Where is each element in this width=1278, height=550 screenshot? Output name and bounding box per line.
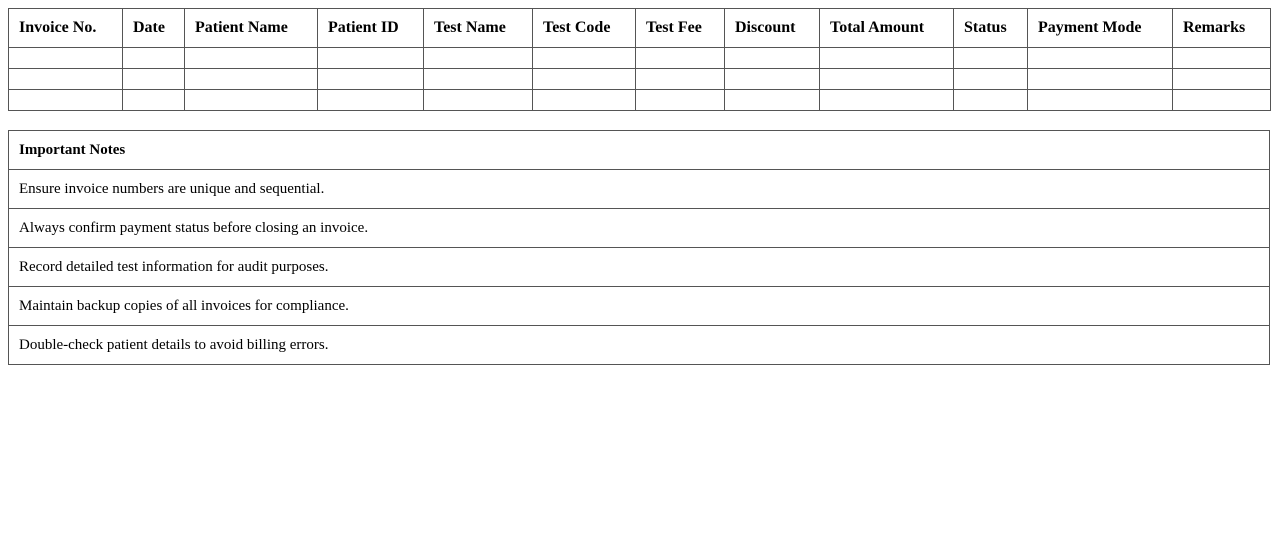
invoice-header-row <box>9 9 1271 48</box>
column-header-patient-name: Patient Name <box>185 9 318 48</box>
table-cell <box>1028 69 1173 90</box>
table-cell <box>185 48 318 69</box>
note-item: Always confirm payment status before closing an invoice. <box>9 209 1270 248</box>
table-cell <box>9 90 123 111</box>
notes-header-row <box>9 131 1270 170</box>
table-cell <box>533 90 636 111</box>
table-cell <box>424 90 533 111</box>
table-cell <box>123 48 185 69</box>
table-row <box>9 48 1271 69</box>
table-row <box>9 69 1271 90</box>
table-cell <box>954 48 1028 69</box>
table-cell <box>1173 48 1271 69</box>
column-header-total-amount: Total Amount <box>820 9 954 48</box>
note-item: Maintain backup copies of all invoices for compliance. <box>9 287 1270 326</box>
note-row <box>9 326 1270 365</box>
note-row <box>9 170 1270 209</box>
table-cell <box>820 69 954 90</box>
table-cell <box>123 90 185 111</box>
table-cell <box>1173 90 1271 111</box>
table-cell <box>9 48 123 69</box>
table-row <box>9 90 1271 111</box>
table-cell <box>123 69 185 90</box>
table-cell <box>725 90 820 111</box>
notes-table <box>8 130 1270 365</box>
table-cell <box>725 48 820 69</box>
table-cell <box>820 90 954 111</box>
column-header-invoice-no: Invoice No. <box>9 9 123 48</box>
column-header-test-fee: Test Fee <box>636 9 725 48</box>
column-header-test-name: Test Name <box>424 9 533 48</box>
table-cell <box>636 69 725 90</box>
table-cell <box>318 90 424 111</box>
note-row <box>9 248 1270 287</box>
table-cell <box>820 48 954 69</box>
column-header-discount: Discount <box>725 9 820 48</box>
note-item: Ensure invoice numbers are unique and sequential. <box>9 170 1270 209</box>
table-cell <box>533 69 636 90</box>
table-cell <box>318 48 424 69</box>
table-cell <box>636 48 725 69</box>
column-header-payment-mode: Payment Mode <box>1028 9 1173 48</box>
note-row <box>9 287 1270 326</box>
table-cell <box>185 69 318 90</box>
notes-title: Important Notes <box>9 131 1270 170</box>
table-cell <box>424 48 533 69</box>
table-cell <box>725 69 820 90</box>
table-cell <box>1028 90 1173 111</box>
table-cell <box>1028 48 1173 69</box>
table-cell <box>9 69 123 90</box>
note-item: Double-check patient details to avoid billing errors. <box>9 326 1270 365</box>
note-item: Record detailed test information for audit purposes. <box>9 248 1270 287</box>
column-header-test-code: Test Code <box>533 9 636 48</box>
invoice-table <box>8 8 1271 111</box>
table-cell <box>1173 69 1271 90</box>
table-cell <box>636 90 725 111</box>
note-row <box>9 209 1270 248</box>
page-content <box>8 8 1270 365</box>
column-header-date: Date <box>123 9 185 48</box>
table-cell <box>424 69 533 90</box>
column-header-remarks: Remarks <box>1173 9 1271 48</box>
table-cell <box>954 69 1028 90</box>
table-cell <box>533 48 636 69</box>
column-header-patient-id: Patient ID <box>318 9 424 48</box>
table-cell <box>185 90 318 111</box>
table-cell <box>318 69 424 90</box>
table-cell <box>954 90 1028 111</box>
column-header-status: Status <box>954 9 1028 48</box>
